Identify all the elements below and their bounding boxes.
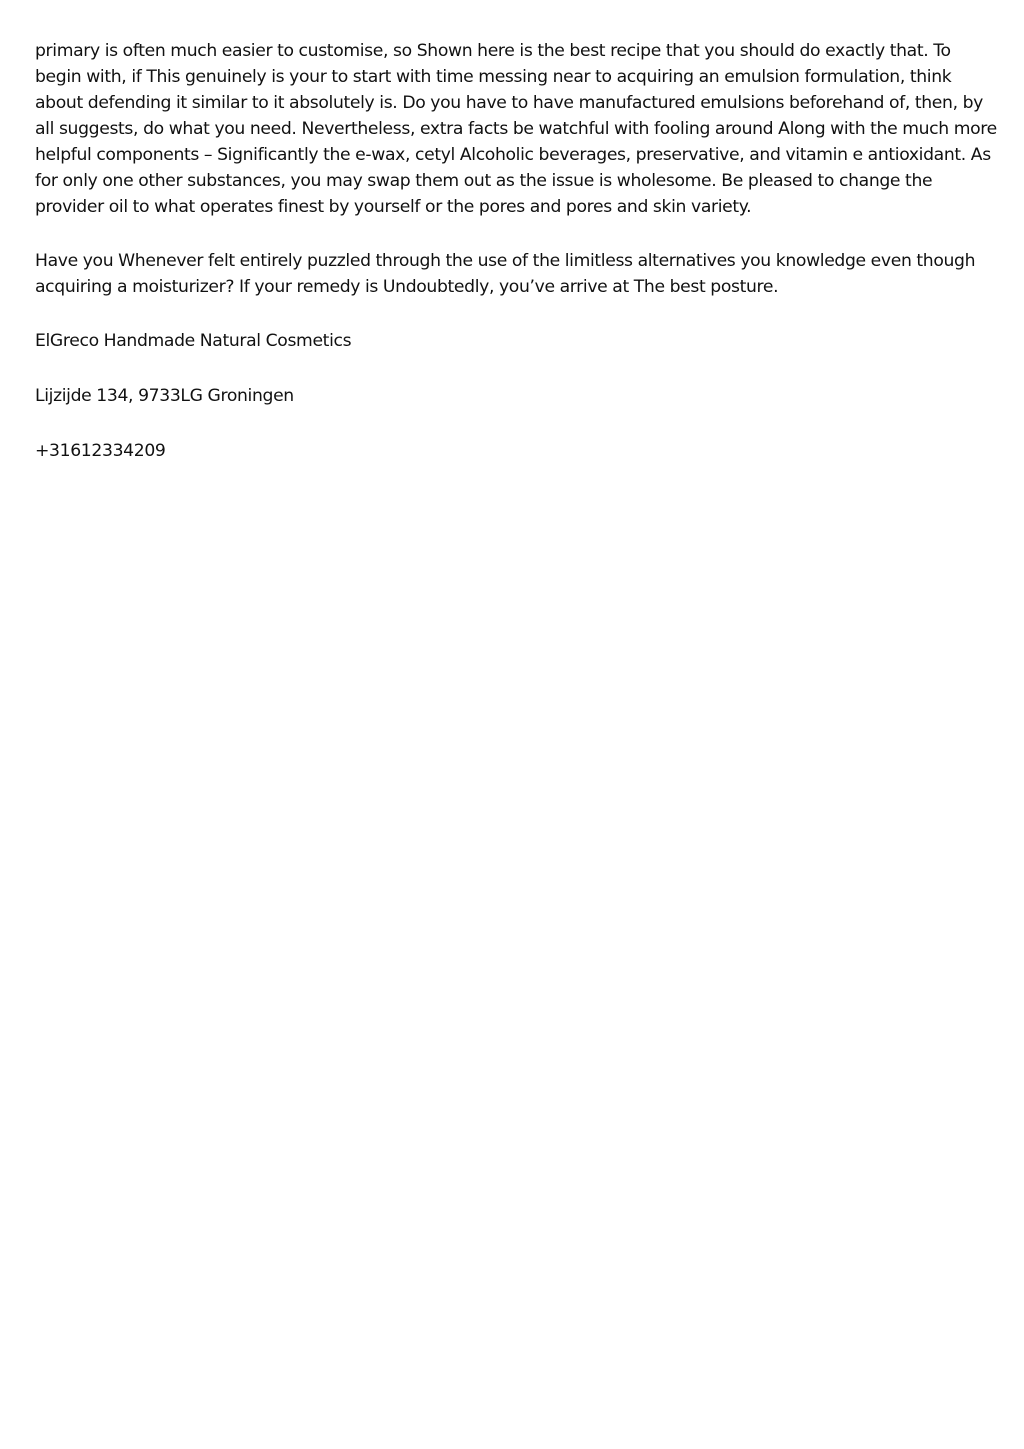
business-address: Lijzijde 134, 9733LG Groningen bbox=[35, 386, 294, 406]
body-paragraph-2: Have you Whenever felt entirely puzzled through the use of the limitless alternatives you knowledge even though acquiring a moisturizer? If your remedy is Undoubtedly, you’ve arrive at The best posture. bbox=[35, 251, 976, 297]
business-name: ElGreco Handmade Natural Cosmetics bbox=[35, 331, 352, 351]
business-phone: +31612334209 bbox=[35, 441, 166, 461]
document-body bbox=[35, 38, 997, 492]
body-paragraph-1: primary is often much easier to customise, so Shown here is the best recipe that you should do exactly that. To begin with, if This genuinely is your to start with time messing near to acquiring an emulsion formulation, think about defending it similar to it absolutely is. Do you have to have manufactured emulsions beforehand of, then, by all suggests, do what you need. Nevertheless, extra facts be watchful with fooling around Along with the much more helpful components – Significantly the e-wax, cetyl Alcoholic beverages, preservative, and vitamin e antioxidant. As for only one other substances, you may swap them out as the issue is wholesome. Be pleased to change the provider oil to what operates finest by yourself or the pores and pores and skin variety. bbox=[35, 41, 997, 217]
